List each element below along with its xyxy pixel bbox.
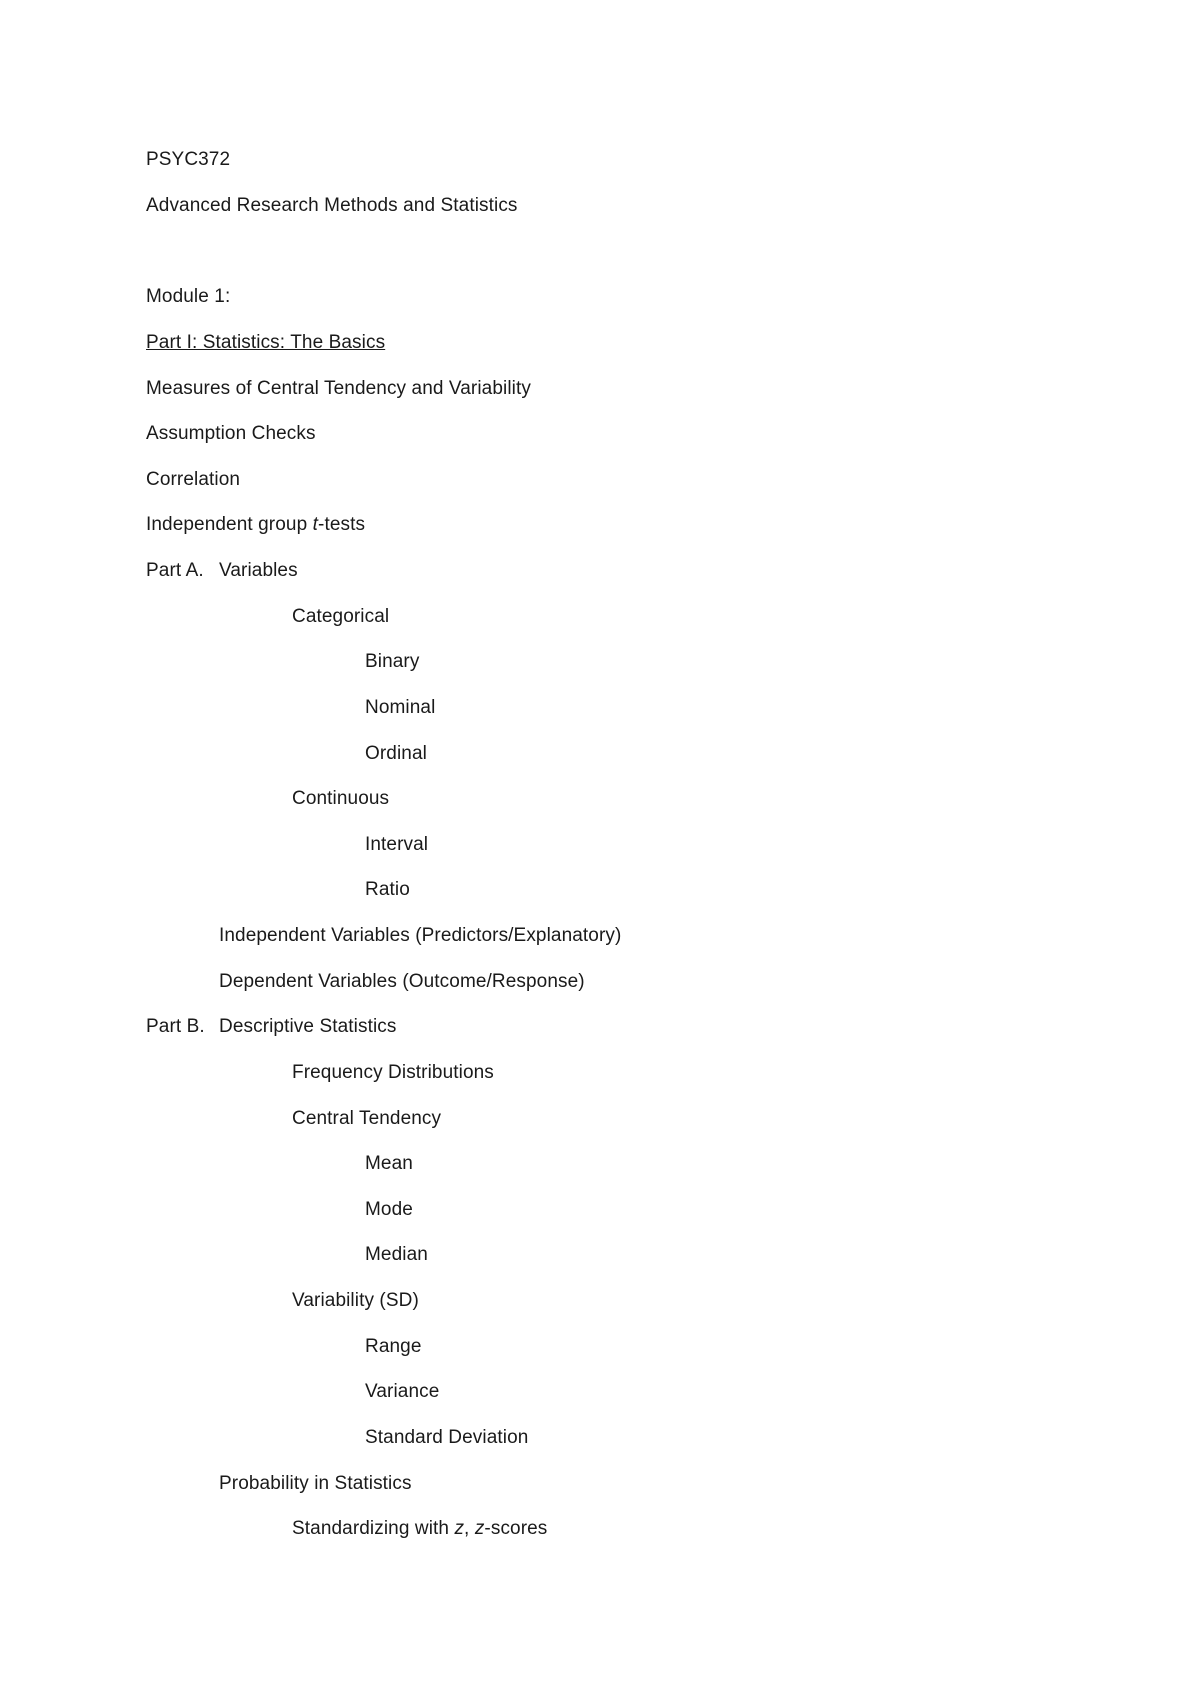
partA-label: Part A. xyxy=(146,560,204,581)
standardizing-middle: , xyxy=(464,1518,475,1539)
central-mean: Mean xyxy=(365,1153,413,1174)
probability-in-statistics: Probability in Statistics xyxy=(219,1473,412,1494)
course-title: Advanced Research Methods and Statistics xyxy=(146,195,518,216)
topic-correlation: Correlation xyxy=(146,469,241,490)
partB-title: Descriptive Statistics xyxy=(219,1016,397,1037)
continuous-interval: Interval xyxy=(365,834,429,855)
variability-label: Variability (SD) xyxy=(292,1290,419,1311)
partA-heading xyxy=(146,559,298,583)
ttest-t: t xyxy=(312,514,319,535)
ttest-prefix: Independent group xyxy=(146,514,313,535)
standardizing-suffix: -scores xyxy=(484,1518,548,1539)
partB-heading xyxy=(146,1015,396,1039)
course-code: PSYC372 xyxy=(146,149,231,170)
ttest-suffix: -tests xyxy=(318,514,366,535)
standardizing-z2: z xyxy=(474,1518,485,1539)
topic-t-tests xyxy=(146,513,365,537)
variability-sd: Standard Deviation xyxy=(365,1427,529,1448)
categorical-binary: Binary xyxy=(365,651,420,672)
central-mode: Mode xyxy=(365,1199,413,1220)
categorical-label: Categorical xyxy=(292,606,390,627)
partB-label: Part B. xyxy=(146,1016,205,1037)
standardizing-z1: z xyxy=(454,1518,465,1539)
variability-variance: Variance xyxy=(365,1381,440,1402)
partA-title: Variables xyxy=(219,560,298,581)
part1-heading: Part I: Statistics: The Basics xyxy=(146,332,386,353)
independent-variables: Independent Variables (Predictors/Explanatory) xyxy=(219,925,622,946)
variability-range: Range xyxy=(365,1336,422,1357)
continuous-ratio: Ratio xyxy=(365,879,410,900)
topic-assumption-checks: Assumption Checks xyxy=(146,423,316,444)
central-median: Median xyxy=(365,1244,428,1265)
standardizing-prefix: Standardizing with xyxy=(292,1518,455,1539)
categorical-ordinal: Ordinal xyxy=(365,743,427,764)
module-heading: Module 1: xyxy=(146,286,231,307)
categorical-nominal: Nominal xyxy=(365,697,436,718)
topic-central-tendency: Measures of Central Tendency and Variability xyxy=(146,378,531,399)
dependent-variables: Dependent Variables (Outcome/Response) xyxy=(219,971,585,992)
frequency-distributions: Frequency Distributions xyxy=(292,1062,494,1083)
standardizing-z-scores xyxy=(292,1517,547,1541)
central-tendency-label: Central Tendency xyxy=(292,1108,442,1129)
continuous-label: Continuous xyxy=(292,788,390,809)
